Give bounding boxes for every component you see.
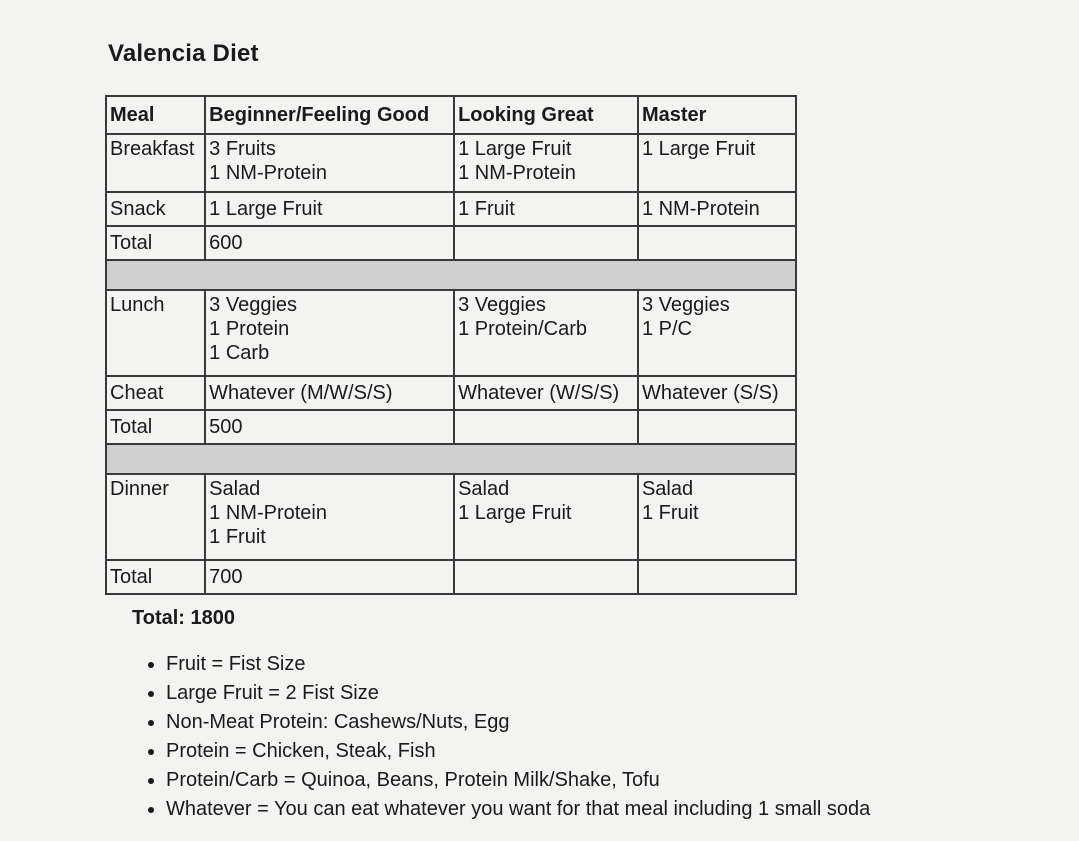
beginner-cell [205, 474, 454, 560]
master-cell [638, 290, 796, 376]
document-title: Valencia Diet [108, 40, 259, 67]
cell-line: 1 Large Fruit [458, 138, 572, 160]
meal-cell: Lunch [106, 290, 205, 376]
beginner-cell: 500 [205, 410, 454, 444]
separator-row [106, 444, 796, 474]
table-row-total [106, 410, 796, 444]
meal-cell: Breakfast [106, 134, 205, 192]
looking-great-cell [454, 410, 638, 444]
master-cell: Whatever (S/S) [638, 376, 796, 410]
meal-cell: Cheat [106, 376, 205, 410]
grand-total: Total: 1800 [132, 607, 235, 629]
looking-great-cell [454, 134, 638, 192]
cell-line: 1 Fruit [209, 526, 266, 548]
meal-cell: Dinner [106, 474, 205, 560]
beginner-cell [205, 290, 454, 376]
note-item: • Non-Meat Protein: Cashews/Nuts, Egg [166, 708, 870, 737]
separator-cell [106, 260, 796, 290]
looking-great-cell [454, 290, 638, 376]
cell-line: 1 Protein/Carb [458, 318, 588, 340]
note-item: • Fruit = Fist Size [166, 650, 870, 679]
table-row-total [106, 560, 796, 594]
looking-great-cell [454, 560, 638, 594]
note-item: • Large Fruit = 2 Fist Size [166, 679, 870, 708]
table-header-row [106, 96, 796, 134]
table-row-total [106, 226, 796, 260]
cell-line: 3 Veggies [458, 294, 546, 316]
beginner-cell: Whatever (M/W/S/S) [205, 376, 454, 410]
meal-cell: Total [106, 226, 205, 260]
beginner-cell [205, 134, 454, 192]
separator-cell [106, 444, 796, 474]
beginner-cell: 600 [205, 226, 454, 260]
cell-line: 1 P/C [641, 318, 692, 340]
cell-line: Salad [458, 478, 510, 500]
notes-list [130, 650, 870, 824]
note-item: • Protein/Carb = Quinoa, Beans, Protein Milk/Shake, Tofu [166, 766, 870, 795]
cell-line: 1 Protein [209, 318, 290, 340]
master-cell: 1 NM-Protein [638, 192, 796, 226]
header-master: Master [638, 96, 796, 134]
master-cell [638, 226, 796, 260]
cell-line: 1 Fruit [641, 502, 699, 524]
master-cell [638, 560, 796, 594]
cell-line: 1 Carb [209, 342, 270, 364]
looking-great-cell: Whatever (W/S/S) [454, 376, 638, 410]
separator-row [106, 260, 796, 290]
meal-cell: Snack [106, 192, 205, 226]
header-looking-great: Looking Great [454, 96, 638, 134]
note-item: • Protein = Chicken, Steak, Fish [166, 737, 870, 766]
meal-cell: Total [106, 560, 205, 594]
cell-line: 1 NM-Protein [209, 162, 327, 184]
table-row-breakfast [106, 134, 796, 192]
cell-line: Salad [641, 478, 694, 500]
looking-great-cell [454, 474, 638, 560]
cell-line: 1 Large Fruit [641, 138, 756, 160]
beginner-cell: 700 [205, 560, 454, 594]
master-cell [638, 410, 796, 444]
looking-great-cell [454, 226, 638, 260]
master-cell [638, 474, 796, 560]
table-row-lunch [106, 290, 796, 376]
cell-line: 1 Large Fruit [458, 502, 572, 524]
cell-line: Salad [209, 478, 261, 500]
cell-line: 3 Veggies [209, 294, 298, 316]
table-row-snack [106, 192, 796, 226]
beginner-cell: 1 Large Fruit [205, 192, 454, 226]
looking-great-cell: 1 Fruit [454, 192, 638, 226]
note-item: • Whatever = You can eat whatever you want for that meal including 1 small soda [166, 795, 870, 824]
table-row-dinner [106, 474, 796, 560]
cell-line: 3 Fruits [209, 138, 276, 160]
cell-line: 3 Veggies [641, 294, 730, 316]
header-meal: Meal [106, 96, 205, 134]
header-beginner: Beginner/Feeling Good [205, 96, 454, 134]
diet-table [105, 95, 797, 595]
master-cell [638, 134, 796, 192]
meal-cell: Total [106, 410, 205, 444]
cell-line: 1 NM-Protein [458, 162, 576, 184]
cell-line: 1 NM-Protein [209, 502, 327, 524]
table-row-cheat [106, 376, 796, 410]
